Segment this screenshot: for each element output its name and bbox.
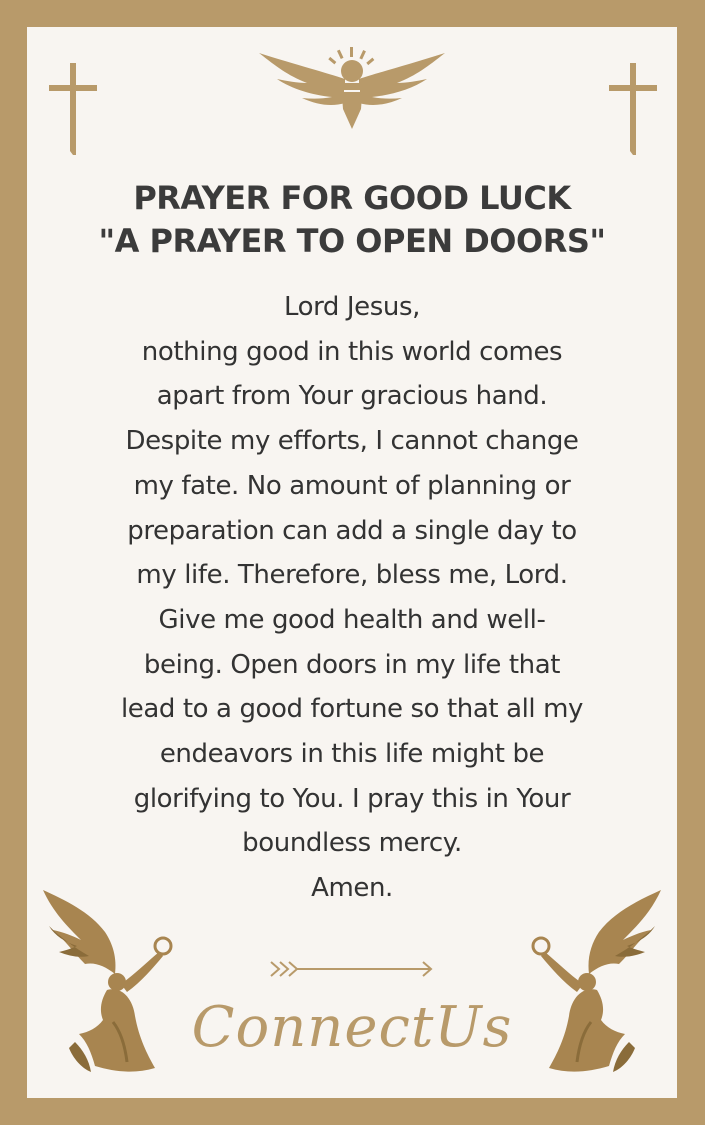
cross-icon bbox=[45, 59, 101, 159]
prayer-line: endeavors in this life might be bbox=[159, 739, 545, 770]
prayer-text bbox=[47, 285, 657, 911]
prayer-card bbox=[27, 27, 677, 1098]
page-title bbox=[27, 177, 677, 263]
winged-sun-emblem-icon bbox=[257, 45, 447, 135]
prayer-line: lead to a good fortune so that all my bbox=[120, 694, 584, 725]
prayer-line: boundless mercy. bbox=[242, 828, 462, 859]
prayer-line: glorifying to You. I pray this in Your bbox=[133, 783, 571, 814]
prayer-line: Despite my efforts, I cannot change bbox=[125, 426, 579, 457]
angel-icon bbox=[35, 882, 185, 1092]
title-line-1: PRAYER FOR GOOD LUCK bbox=[133, 179, 571, 217]
prayer-line: my fate. No amount of planning or bbox=[133, 470, 571, 501]
prayer-line: Amen. bbox=[311, 873, 393, 904]
cross-icon bbox=[605, 59, 661, 159]
prayer-line: Give me good health and well- bbox=[158, 604, 546, 635]
brand-logo: ConnectUs bbox=[191, 995, 513, 1060]
prayer-line: nothing good in this world comes bbox=[141, 336, 563, 367]
prayer-line: my life. Therefore, bless me, Lord. bbox=[136, 560, 568, 591]
arrow-icon bbox=[269, 957, 439, 981]
prayer-line: being. Open doors in my life that bbox=[143, 649, 561, 680]
title-line-2: "A PRAYER TO OPEN DOORS" bbox=[98, 222, 606, 260]
angel-icon bbox=[519, 882, 669, 1092]
prayer-line: apart from Your gracious hand. bbox=[156, 381, 548, 412]
prayer-line: preparation can add a single day to bbox=[127, 515, 577, 546]
prayer-line: Lord Jesus, bbox=[283, 292, 421, 322]
